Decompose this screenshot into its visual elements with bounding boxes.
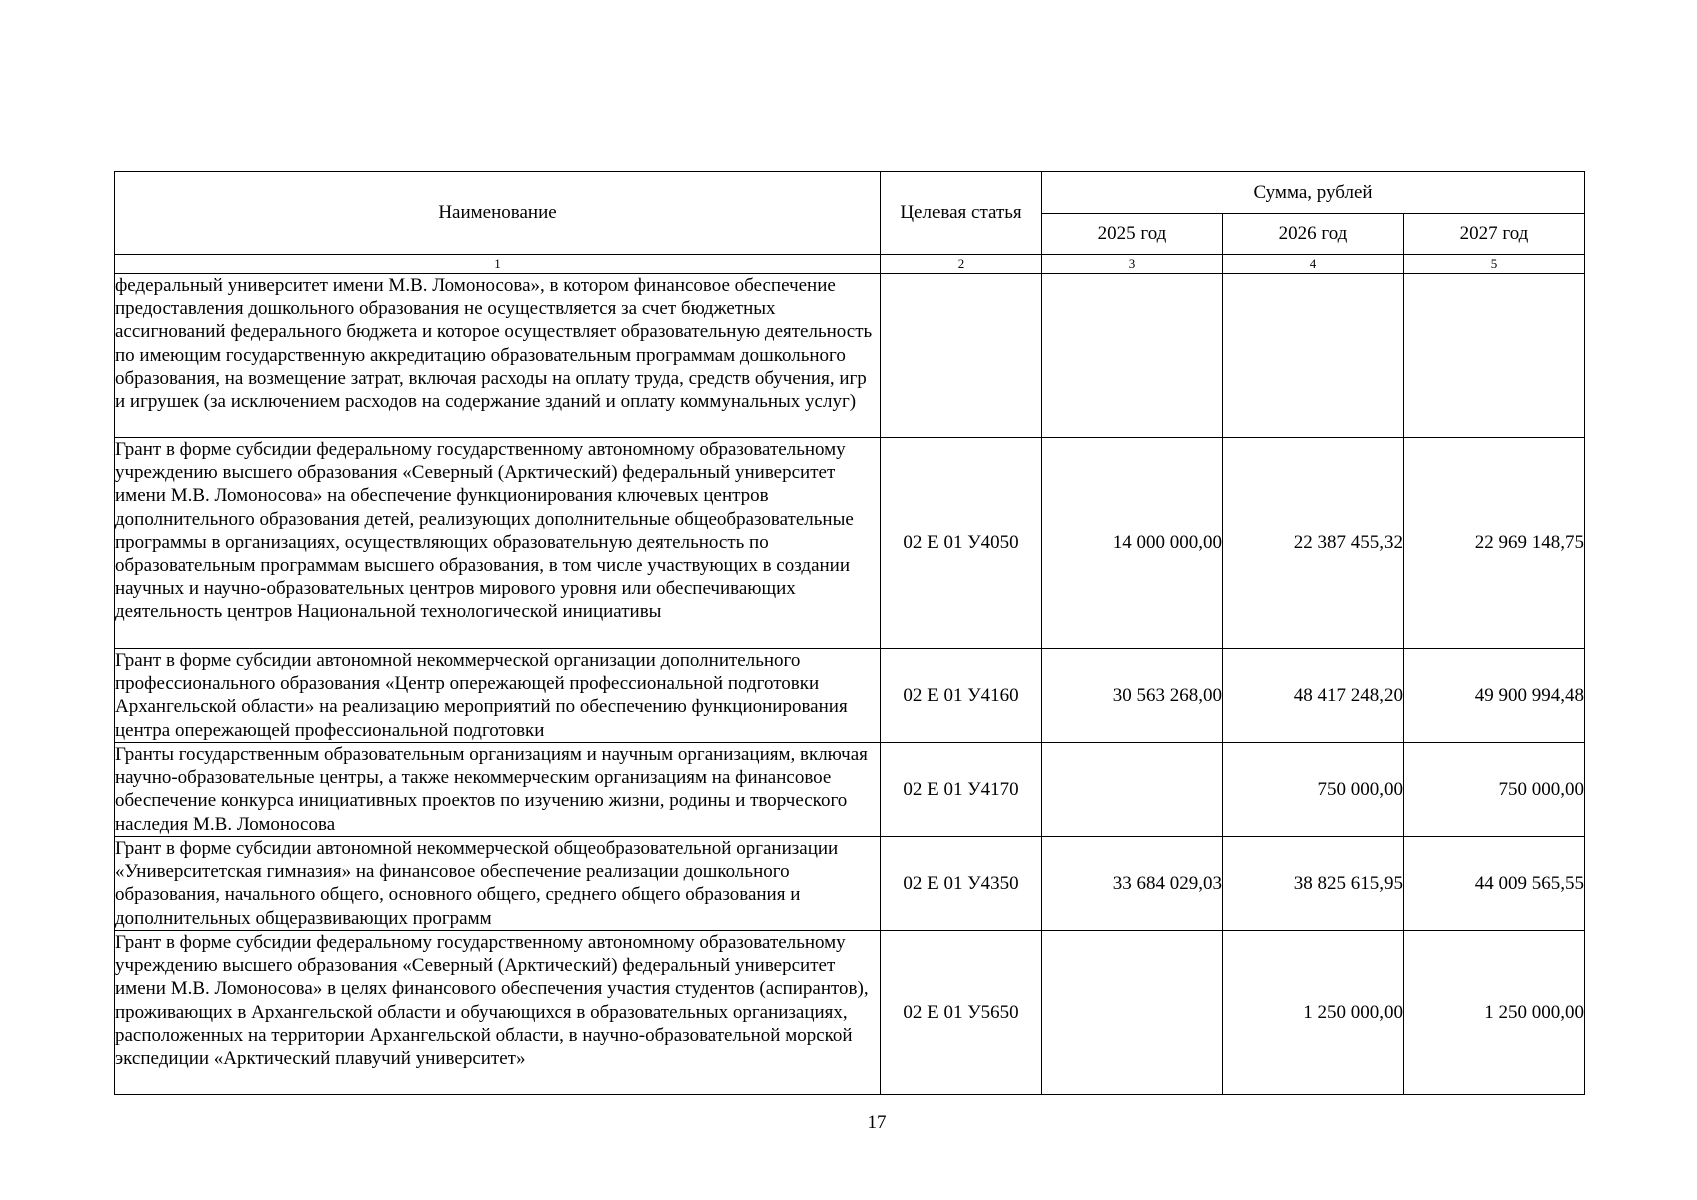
- row-code: 02 Е 01 У4350: [881, 837, 1042, 931]
- row-amount-2026: 1 250 000,00: [1223, 931, 1404, 1095]
- table-row: [115, 274, 1585, 438]
- column-number: 4: [1223, 255, 1404, 274]
- column-number: 1: [115, 255, 881, 274]
- row-amount-2027: 22 969 148,75: [1404, 438, 1585, 649]
- row-amount-2026: [1223, 274, 1404, 438]
- table-row: [115, 931, 1585, 1095]
- row-amount-2025: 14 000 000,00: [1042, 438, 1223, 649]
- row-name: Грант в форме субсидии автономной некоммерческой общеобразовательной организации «Университетская гимназия» на финансовое обеспечение реализации дошкольного образования, начального общего, основного общего, среднего общего образования и дополнительных общеразвивающих программ: [115, 837, 881, 931]
- row-amount-2027: 750 000,00: [1404, 743, 1585, 837]
- column-numbers-row: [115, 255, 1585, 274]
- budget-table: [114, 171, 1585, 1095]
- row-name: Грант в форме субсидии федеральному государственному автономному образовательному учреждению высшего образования «Северный (Арктический) федеральный университет имени М.В. Ломоносова» на обеспечение функционирования ключевых центров дополнительного образования детей, реализующих дополнительные общеобразовательные программы в организациях, осуществляющих образовательную деятельность по образовательным программам высшего образования, в том числе участвующих в создании научных и научно-образовательных центров мирового уровня или обеспечивающих деятельность центров Национальной технологической инициативы: [115, 438, 881, 649]
- row-amount-2027: [1404, 274, 1585, 438]
- row-amount-2026: 38 825 615,95: [1223, 837, 1404, 931]
- table-row: [115, 438, 1585, 649]
- column-number: 2: [881, 255, 1042, 274]
- row-code: 02 Е 01 У5650: [881, 931, 1042, 1095]
- row-amount-2026: 22 387 455,32: [1223, 438, 1404, 649]
- row-amount-2025: [1042, 274, 1223, 438]
- row-code: 02 Е 01 У4050: [881, 438, 1042, 649]
- row-amount-2025: 33 684 029,03: [1042, 837, 1223, 931]
- row-amount-2025: [1042, 743, 1223, 837]
- row-name: Гранты государственным образовательным организациям и научным организациям, включая научно-образовательные центры, а также некоммерческим организациям на финансовое обеспечение конкурса инициативных проектов по изучению жизни, родины и творческого наследия М.В. Ломоносова: [115, 743, 881, 837]
- table-row: [115, 837, 1585, 931]
- row-amount-2025: [1042, 931, 1223, 1095]
- column-number: 3: [1042, 255, 1223, 274]
- header-code: Целевая статья: [881, 172, 1042, 255]
- row-code: [881, 274, 1042, 438]
- row-name: Грант в форме субсидии автономной некоммерческой организации дополнительного профессионального образования «Центр опережающей профессиональной подготовки Архангельской области» на реализацию мероприятий по обеспечению функционирования центра опережающей профессиональной подготовки: [115, 649, 881, 743]
- row-code: 02 Е 01 У4170: [881, 743, 1042, 837]
- header-year-2027: 2027 год: [1404, 213, 1585, 255]
- header-row-main: [115, 172, 1585, 214]
- table-row: [115, 743, 1585, 837]
- row-amount-2025: 30 563 268,00: [1042, 649, 1223, 743]
- row-name: Грант в форме субсидии федеральному государственному автономному образовательному учреждению высшего образования «Северный (Арктический) федеральный университет имени М.В. Ломоносова» в целях финансового обеспечения участия студентов (аспирантов), проживающих в Архангельской области и обучающихся в образовательных организациях, расположенных на территории Архангельской области, в научно-образовательной морской экспедиции «Арктический плавучий университет»: [115, 931, 881, 1095]
- row-amount-2027: 1 250 000,00: [1404, 931, 1585, 1095]
- header-year-2025: 2025 год: [1042, 213, 1223, 255]
- column-number: 5: [1404, 255, 1585, 274]
- row-amount-2026: 750 000,00: [1223, 743, 1404, 837]
- row-amount-2027: 44 009 565,55: [1404, 837, 1585, 931]
- row-name: федеральный университет имени М.В. Ломоносова», в котором финансовое обеспечение предоставления дошкольного образования не осуществляется за счет бюджетных ассигнований федерального бюджета и которое осуществляет образовательную деятельность по имеющим государственную аккредитацию образовательным программам дошкольного образования, на возмещение затрат, включая расходы на оплату труда, средств обучения, игр и игрушек (за исключением расходов на содержание зданий и оплату коммунальных услуг): [115, 274, 881, 438]
- header-year-2026: 2026 год: [1223, 213, 1404, 255]
- table-row: [115, 649, 1585, 743]
- row-code: 02 Е 01 У4160: [881, 649, 1042, 743]
- header-name: Наименование: [115, 172, 881, 255]
- row-amount-2026: 48 417 248,20: [1223, 649, 1404, 743]
- header-sum: Сумма, рублей: [1042, 172, 1585, 214]
- page-number: 17: [867, 1112, 887, 1133]
- row-amount-2027: 49 900 994,48: [1404, 649, 1585, 743]
